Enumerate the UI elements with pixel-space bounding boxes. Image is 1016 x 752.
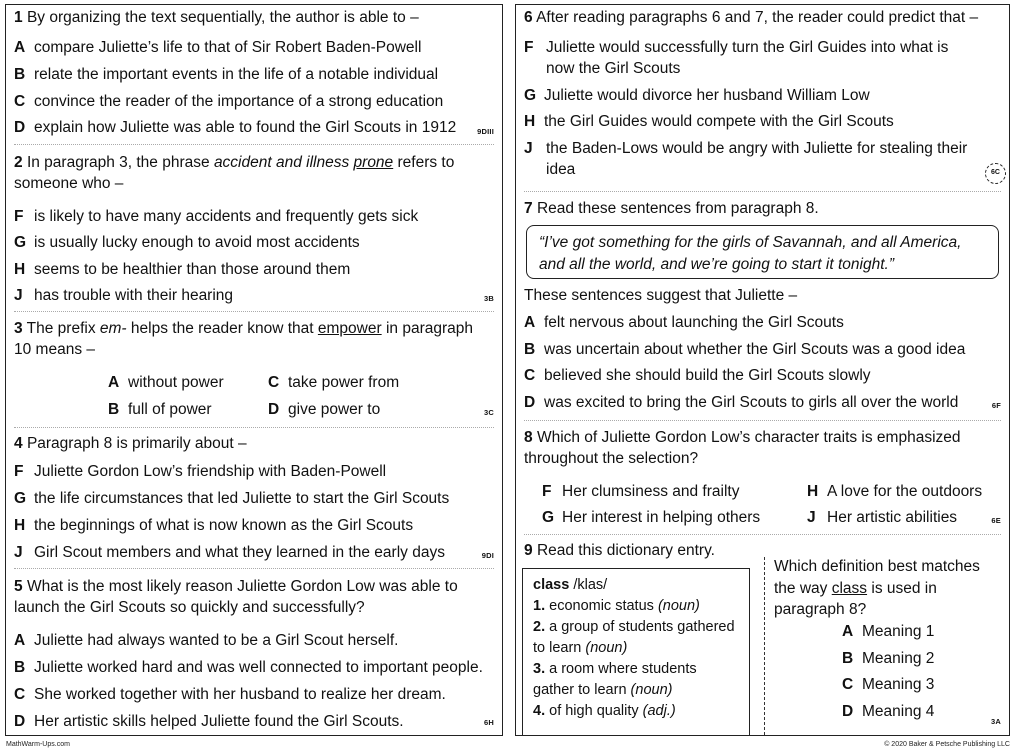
answer-option-b[interactable]: B relate the important events in the life of a notable individual bbox=[14, 66, 439, 83]
definition-3: 3. a room where students gather to learn (noun) bbox=[533, 661, 697, 698]
question-number: 3 bbox=[14, 320, 23, 337]
question-stem: Read these sentences from paragraph 8. bbox=[536, 200, 819, 217]
question-stem: What is the most likely reason Juliette Gordon Low was able to launch the Girl Scouts so quickly and successfully? bbox=[14, 578, 458, 616]
answer-option-g[interactable]: G is usually lucky enough to avoid most accidents bbox=[14, 234, 360, 251]
answer-option-c[interactable]: C believed she should build the Girl Scouts slowly bbox=[524, 367, 871, 384]
answer-option-f[interactable]: F Juliette would successfully turn the Girl Guides into what is now the Girl Scouts bbox=[524, 39, 949, 77]
question-5 bbox=[14, 576, 494, 731]
separator bbox=[524, 191, 1001, 192]
question-stem: Read this dictionary entry. bbox=[536, 542, 715, 559]
answer-option-g[interactable]: G the life circumstances that led Juliette to start the Girl Scouts bbox=[14, 490, 450, 507]
question-number: 6 bbox=[524, 9, 533, 26]
answer-option-b[interactable]: B Juliette worked hard and was well connected to important people. bbox=[14, 659, 483, 676]
question-stem: By organizing the text sequentially, the author is able to – bbox=[26, 9, 419, 26]
entry-pronunciation: /klas/ bbox=[573, 577, 608, 593]
answer-option-j[interactable]: J Her artistic abilities bbox=[807, 509, 958, 526]
answer-option-c[interactable]: C convince the reader of the importance of a strong education bbox=[14, 93, 444, 110]
underlined-word: empower bbox=[317, 320, 382, 337]
standard-code: 6E bbox=[991, 516, 1001, 525]
entry-word: class bbox=[533, 577, 570, 593]
answer-option-a[interactable]: A Meaning 1 bbox=[842, 623, 935, 640]
question-3: 3 The prefix em- helps the reader know that empower in paragraph 10 means – A without power B full of power C take power from D give power to 3C bbox=[14, 320, 494, 418]
quote-callout: “I’ve got something for the girls of Savannah, and all America, and all the world, and we’re going to start it tonight.” bbox=[526, 225, 999, 279]
italic-prefix: em- bbox=[99, 320, 127, 337]
answer-option-f[interactable]: F Juliette Gordon Low’s friendship with Baden-Powell bbox=[14, 463, 387, 480]
answer-option-f[interactable]: F is likely to have many accidents and frequently gets sick bbox=[14, 208, 419, 225]
standard-code: 3B bbox=[484, 294, 494, 303]
definition-4: 4. of high quality (adj.) bbox=[533, 703, 676, 719]
standard-code: 9DI bbox=[481, 551, 494, 560]
question-7-options bbox=[524, 285, 1001, 415]
standard-code: 3A bbox=[991, 717, 1001, 726]
question-9-prompt: Which definition best matches the way class is used in paragraph 8? bbox=[774, 558, 980, 618]
standard-gear-badge: 6C bbox=[985, 163, 1006, 184]
answer-option-h[interactable]: H A love for the outdoors bbox=[807, 483, 983, 500]
answer-option-d[interactable]: D was excited to bring the Girl Scouts to girls all over the world bbox=[524, 394, 959, 411]
answer-option-a[interactable]: A without power bbox=[108, 374, 224, 391]
answer-option-b[interactable]: B Meaning 2 bbox=[842, 650, 935, 667]
answer-option-c[interactable]: C Meaning 3 bbox=[842, 676, 935, 693]
answer-option-c[interactable]: C take power from bbox=[268, 374, 400, 391]
answer-option-d[interactable]: D Meaning 4 bbox=[842, 703, 935, 720]
question-stem-2: These sentences suggest that Juliette – bbox=[524, 287, 798, 304]
answer-option-f[interactable]: F Her clumsiness and frailty bbox=[542, 483, 740, 500]
separator bbox=[524, 534, 1001, 535]
answer-option-j[interactable]: J the Baden-Lows would be angry with Juliette for stealing their idea bbox=[524, 140, 968, 178]
answer-option-g[interactable]: G Juliette would divorce her husband William Low bbox=[524, 87, 870, 104]
standard-code: 6F bbox=[991, 401, 1001, 410]
question-number: 8 bbox=[524, 429, 533, 446]
question-number: 7 bbox=[524, 200, 533, 217]
answer-option-a[interactable]: A felt nervous about launching the Girl Scouts bbox=[524, 314, 844, 331]
question-stem: After reading paragraphs 6 and 7, the reader could predict that – bbox=[536, 9, 979, 26]
answer-option-a[interactable]: A compare Juliette’s life to that of Sir Robert Baden-Powell bbox=[14, 39, 422, 56]
question-6 bbox=[524, 7, 1001, 187]
answer-option-d[interactable]: D explain how Juliette was able to found the Girl Scouts in 1912 bbox=[14, 119, 457, 136]
question-stem: Paragraph 8 is primarily about – bbox=[26, 435, 247, 452]
question-2: 2 In paragraph 3, the phrase accident and illness prone refers to someone who – F is likely to have many accidents and frequently gets sick G is usually lucky enough to avoid most accidents H seems to be healthier than those around them J has trouble with their hearing 3B bbox=[14, 154, 494, 304]
definition-1: 1. economic status (noun) bbox=[533, 598, 700, 614]
question-number: 4 bbox=[14, 435, 23, 452]
answer-option-b[interactable]: B was uncertain about whether the Girl Scouts was a good idea bbox=[524, 341, 966, 358]
separator bbox=[524, 420, 1001, 421]
question-number: 9 bbox=[524, 542, 533, 559]
answer-option-g[interactable]: G Her interest in helping others bbox=[542, 509, 761, 526]
footer-site: MathWarm-Ups.com bbox=[6, 741, 70, 748]
answer-option-c[interactable]: C She worked together with her husband to realize her dream. bbox=[14, 686, 446, 703]
question-9 bbox=[524, 540, 749, 564]
dictionary-entry-box bbox=[522, 568, 750, 736]
standard-code: 6H bbox=[484, 718, 494, 727]
dashed-divider bbox=[764, 557, 765, 735]
italic-phrase: accident and illness bbox=[213, 154, 350, 171]
question-number: 1 bbox=[14, 9, 23, 26]
question-stem: Which of Juliette Gordon Low’s character traits is emphasized throughout the selection? bbox=[524, 429, 961, 467]
separator bbox=[14, 311, 494, 312]
answer-option-d[interactable]: D give power to bbox=[268, 401, 381, 418]
underlined-word: prone bbox=[353, 154, 394, 171]
answer-option-j[interactable]: J has trouble with their hearing bbox=[14, 287, 234, 304]
answer-option-d[interactable]: D Her artistic skills helped Juliette found the Girl Scouts. bbox=[14, 713, 404, 730]
answer-option-j[interactable]: J Girl Scout members and what they learned in the early days bbox=[14, 544, 445, 561]
answer-option-h[interactable]: H seems to be healthier than those around them bbox=[14, 261, 351, 278]
question-1 bbox=[14, 7, 494, 145]
question-8 bbox=[524, 427, 1001, 532]
underlined-word: class bbox=[831, 579, 868, 597]
answer-option-b[interactable]: B full of power bbox=[108, 401, 212, 418]
answer-option-a[interactable]: A Juliette had always wanted to be a Girl Scout herself. bbox=[14, 632, 399, 649]
definition-2: 2. a group of students gathered to learn (noun) bbox=[533, 619, 735, 656]
separator bbox=[14, 568, 494, 569]
question-number: 5 bbox=[14, 578, 23, 595]
separator bbox=[14, 144, 494, 145]
question-number: 2 bbox=[14, 154, 23, 171]
left-panel bbox=[5, 4, 503, 736]
separator bbox=[14, 427, 494, 428]
standard-code: 3C bbox=[484, 408, 494, 417]
footer-copyright: © 2020 Baker & Petsche Publishing LLC bbox=[884, 741, 1010, 748]
question-4 bbox=[14, 433, 494, 568]
answer-option-h[interactable]: H the Girl Guides would compete with the Girl Scouts bbox=[524, 113, 894, 130]
answer-option-h[interactable]: H the beginnings of what is now known as the Girl Scouts bbox=[14, 517, 414, 534]
standard-code: 9DIII bbox=[477, 127, 494, 136]
right-panel bbox=[515, 4, 1010, 736]
